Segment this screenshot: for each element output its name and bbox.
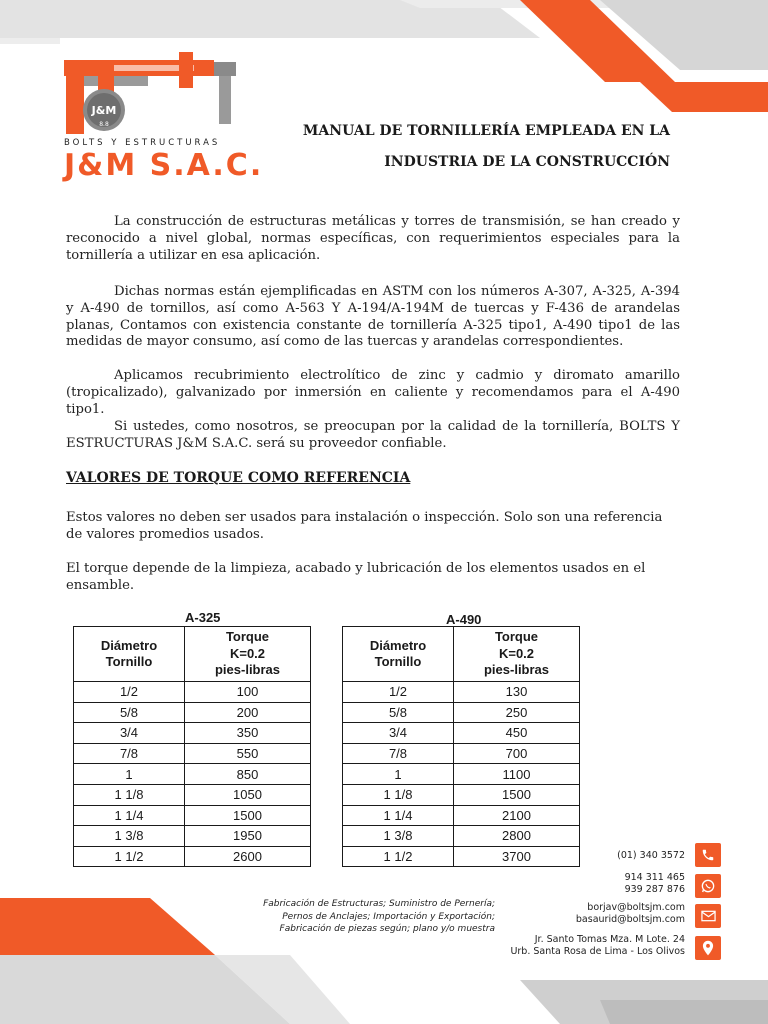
cell-torque: 250 [454, 702, 580, 723]
torque-table-a490 [342, 626, 580, 867]
section-heading-torque: VALORES DE TORQUE COMO REFERENCIA [66, 470, 411, 486]
table-header-row [343, 627, 580, 682]
table-row [74, 764, 311, 785]
table-row [74, 846, 311, 867]
cell-diameter: 1 [343, 764, 454, 785]
table-row [343, 764, 580, 785]
table-row [343, 805, 580, 826]
cell-torque: 350 [185, 723, 311, 744]
cell-torque: 1500 [185, 805, 311, 826]
cell-torque: 700 [454, 743, 580, 764]
footer-services [200, 898, 495, 936]
table-row [74, 702, 311, 723]
cell-diameter: 1 3/8 [343, 826, 454, 847]
cell-torque: 2600 [185, 846, 311, 867]
company-logo [64, 52, 239, 137]
cell-torque: 550 [185, 743, 311, 764]
whatsapp-icon [695, 874, 721, 898]
cell-diameter: 3/4 [74, 723, 185, 744]
contact-phone: (01) 340 3572 [617, 850, 685, 861]
column-header-diameter: Diámetro Tornillo [74, 627, 185, 682]
cell-diameter: 5/8 [343, 702, 454, 723]
cell-diameter: 1/2 [74, 682, 185, 703]
column-header-torque: Torque K=0.2 pies-libras [185, 627, 311, 682]
table-row [74, 784, 311, 805]
table-row [343, 784, 580, 805]
table-row [343, 743, 580, 764]
address-line: Urb. Santa Rosa de Lima - Los Olivos [510, 946, 685, 957]
footer-services-line: Fabricación de Estructuras; Suministro de Pernería; [263, 899, 495, 909]
address-line: Jr. Santo Tomas Mza. M Lote. 24 [534, 934, 685, 945]
cell-torque: 1500 [454, 784, 580, 805]
cell-torque: 2100 [454, 805, 580, 826]
document-title-line2: INDUSTRIA DE LA CONSTRUCCIÓN [384, 154, 670, 170]
cell-torque: 200 [185, 702, 311, 723]
cell-torque: 130 [454, 682, 580, 703]
cell-diameter: 1 1/2 [74, 846, 185, 867]
brand-name: J&M S.A.C. [64, 148, 264, 183]
table-row [74, 826, 311, 847]
torque-table-a325 [73, 626, 311, 867]
paragraph-torque-note: Estos valores no deben ser usados para instalación o inspección. Solo son una referencia de valores promedios usados. [66, 510, 663, 542]
cell-torque: 850 [185, 764, 311, 785]
table-row [74, 723, 311, 744]
table-a325-caption: A-325 [185, 610, 221, 625]
cell-diameter: 1 1/4 [343, 805, 454, 826]
email-icon [695, 904, 721, 928]
table-a490-caption: A-490 [446, 612, 482, 627]
cell-diameter: 1 [74, 764, 185, 785]
cell-torque: 100 [185, 682, 311, 703]
table-row [343, 826, 580, 847]
logo-emblem-text: J&M [91, 104, 117, 117]
cell-diameter: 1 1/8 [74, 784, 185, 805]
cell-diameter: 1 1/2 [343, 846, 454, 867]
cell-diameter: 7/8 [74, 743, 185, 764]
phone-icon [695, 843, 721, 867]
location-icon [695, 936, 721, 960]
cell-diameter: 3/4 [343, 723, 454, 744]
table-row [74, 743, 311, 764]
table-row [343, 846, 580, 867]
cell-diameter: 1 1/4 [74, 805, 185, 826]
cell-diameter: 1 3/8 [74, 826, 185, 847]
logo-emblem-grade: 8.8 [99, 121, 109, 128]
cell-diameter: 7/8 [343, 743, 454, 764]
table-row [74, 682, 311, 703]
contact-whatsapp [625, 872, 685, 896]
email-address[interactable]: borjav@boltsjm.com [587, 902, 685, 913]
paragraph-supplier: Si ustedes, como nosotros, se preocupan por la calidad de la tornillería, BOLTS Y ESTRUCTURAS J&M S.A.C. será su proveedor confiable. [66, 419, 680, 451]
contact-emails [576, 902, 685, 926]
cell-torque: 1100 [454, 764, 580, 785]
cell-torque: 2800 [454, 826, 580, 847]
paragraph-torque-dependency: El torque depende de la limpieza, acabado y lubricación de los elementos usados en el ensamble. [66, 561, 646, 593]
cell-torque: 3700 [454, 846, 580, 867]
cell-torque: 1050 [185, 784, 311, 805]
table-row [74, 805, 311, 826]
column-header-torque: Torque K=0.2 pies-libras [454, 627, 580, 682]
column-header-diameter: Diámetro Tornillo [343, 627, 454, 682]
paragraph-intro: La construcción de estructuras metálicas y torres de transmisión, se han creado y reconocido a nivel global, normas específicas, con requerimientos especiales para la tornillería a utilizar en esa aplicación. [66, 214, 680, 263]
table-row [343, 702, 580, 723]
cell-diameter: 5/8 [74, 702, 185, 723]
table-row [343, 682, 580, 703]
table-row [343, 723, 580, 744]
footer-services-line: Pernos de Anclajes; Importación y Exportación; [282, 911, 495, 922]
footer-services-line: Fabricación de piezas según; plano y/o muestra [279, 924, 495, 934]
cell-diameter: 1/2 [343, 682, 454, 703]
whatsapp-number: 914 311 465 [624, 872, 685, 883]
table-header-row [74, 627, 311, 682]
paragraph-standards: Dichas normas están ejemplificadas en ASTM con los números A-307, A-325, A-394 y A-490 de tornillos, así como A-563 Y A-194/A-194M de tuercas y F-436 de arandelas planas, Contamos con existencia constante de tornillería A-325 tipo1, A-490 tipo1 de las medidas de mayor consumo, así como de las tuercas y arandelas correspondientes. [66, 284, 680, 350]
cell-torque: 450 [454, 723, 580, 744]
email-address[interactable]: basaurid@boltsjm.com [575, 914, 685, 925]
brand-tagline: BOLTS Y ESTRUCTURAS [64, 138, 221, 148]
paragraph-coatings: Aplicamos recubrimiento electrolítico de zinc y cadmio y diromato amarillo (tropicalizado), galvanizado por inmersión en caliente y recomendamos para el A-490 tipo1. [66, 368, 680, 417]
document-title-line1: MANUAL DE TORNILLERÍA EMPLEADA EN LA [302, 123, 670, 139]
contact-address [510, 934, 685, 958]
whatsapp-number: 939 287 876 [624, 884, 685, 895]
cell-torque: 1950 [185, 826, 311, 847]
cell-diameter: 1 1/8 [343, 784, 454, 805]
